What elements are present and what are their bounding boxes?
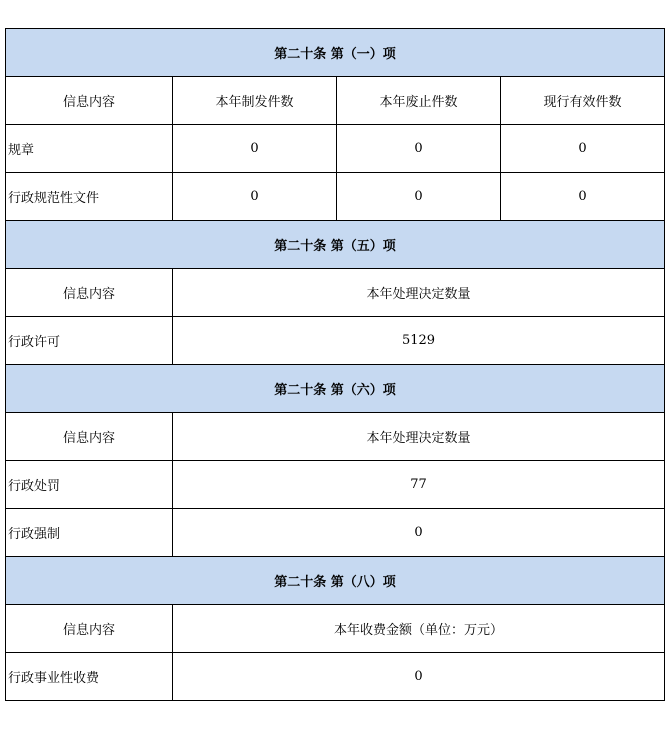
table-row	[6, 653, 665, 701]
column-header: 信息内容	[6, 269, 173, 317]
row-label: 行政规范性文件	[6, 173, 173, 221]
cell-value: 0	[337, 173, 501, 221]
cell-value: 5129	[173, 317, 665, 365]
row-label: 行政事业性收费	[6, 653, 173, 701]
row-label: 行政处罚	[6, 461, 173, 509]
section-header-row	[6, 221, 665, 269]
column-header: 本年制发件数	[173, 77, 337, 125]
column-header: 本年废止件数	[337, 77, 501, 125]
section-title: 第二十条 第（六）项	[6, 365, 665, 413]
section-header-row	[6, 365, 665, 413]
column-header: 信息内容	[6, 77, 173, 125]
disclosure-table	[5, 28, 665, 701]
column-header-row	[6, 605, 665, 653]
row-label: 行政许可	[6, 317, 173, 365]
table-row	[6, 317, 665, 365]
column-header-row	[6, 413, 665, 461]
column-header-row	[6, 269, 665, 317]
table-row	[6, 461, 665, 509]
cell-value: 77	[173, 461, 665, 509]
cell-value: 0	[173, 509, 665, 557]
column-header: 本年收费金额（单位：万元）	[173, 605, 665, 653]
section-title: 第二十条 第（五）项	[6, 221, 665, 269]
column-header: 信息内容	[6, 413, 173, 461]
column-header: 现行有效件数	[501, 77, 665, 125]
column-header: 本年处理决定数量	[173, 269, 665, 317]
row-label: 规章	[6, 125, 173, 173]
cell-value: 0	[173, 125, 337, 173]
table-row	[6, 509, 665, 557]
disclosure-table-container	[5, 28, 664, 701]
cell-value: 0	[501, 173, 665, 221]
column-header-row	[6, 77, 665, 125]
table-row	[6, 173, 665, 221]
cell-value: 0	[501, 125, 665, 173]
section-title: 第二十条 第（八）项	[6, 557, 665, 605]
cell-value: 0	[337, 125, 501, 173]
column-header: 本年处理决定数量	[173, 413, 665, 461]
section-header-row	[6, 557, 665, 605]
column-header: 信息内容	[6, 605, 173, 653]
section-title: 第二十条 第（一）项	[6, 29, 665, 77]
table-row	[6, 125, 665, 173]
section-header-row	[6, 29, 665, 77]
cell-value: 0	[173, 653, 665, 701]
cell-value: 0	[173, 173, 337, 221]
row-label: 行政强制	[6, 509, 173, 557]
